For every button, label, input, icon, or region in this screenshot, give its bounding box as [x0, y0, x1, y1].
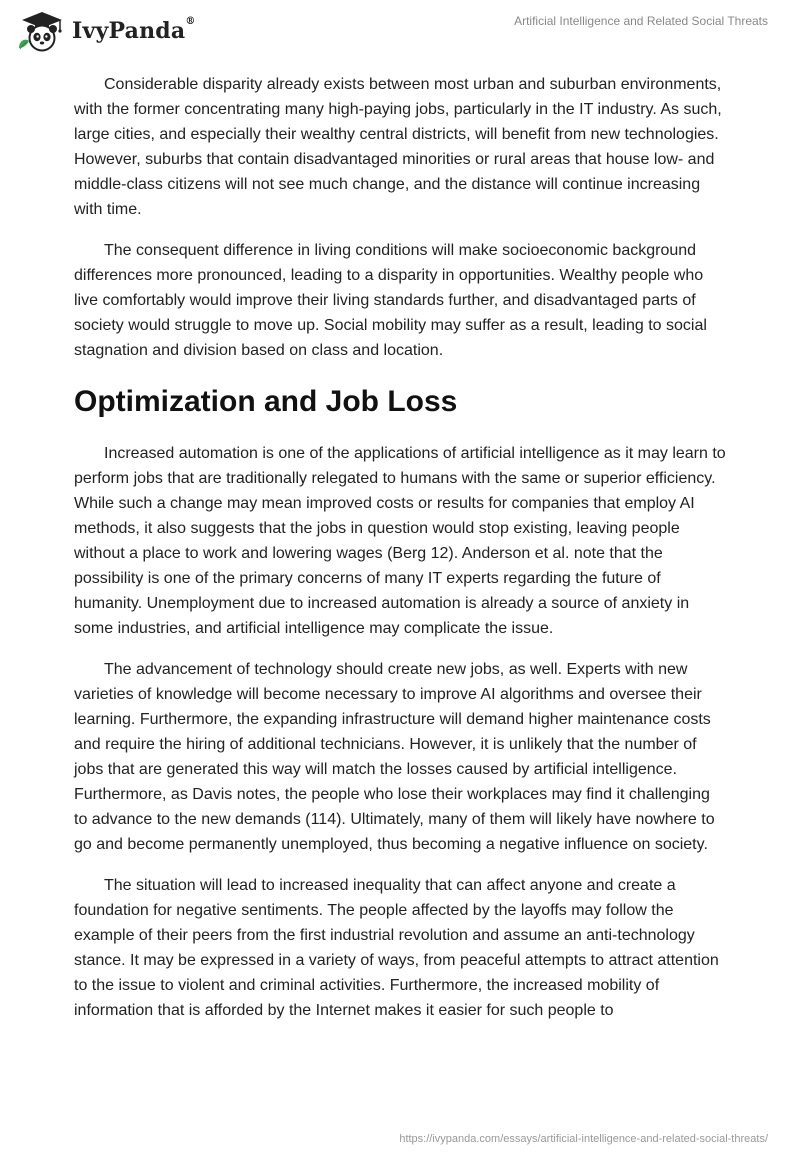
brand-name: IvyPanda®: [72, 16, 196, 44]
paragraph: Increased automation is one of the applications of artificial intelligence as it may learn to perform jobs that are traditionally relegated to humans with the same or superior efficiency. While such a change may mean improved costs or results for companies that employ AI methods, it also suggests that the jobs in question would stop existing, leaving people without a place to work and lowering wages (Berg 12). Anderson et al. note that the possibility is one of the primary concerns of many IT experts regarding the future of humanity. Unemployment due to increased automation is already a source of anxiety in some industries, and artificial intelligence may complicate the issue.: [74, 445, 726, 637]
brand-logo[interactable]: [16, 8, 196, 54]
document-title: Artificial Intelligence and Related Social Threats: [514, 14, 768, 28]
panda-graduation-cap-icon: [16, 8, 68, 54]
paragraph: The advancement of technology should create new jobs, as well. Experts with new varieties of knowledge will become necessary to improve AI algorithms and oversee their learning. Furthermore, the expanding infrastructure will demand higher maintenance costs and require the hiring of additional technicians. However, it is unlikely that the number of jobs that are generated this way will match the losses caused by artificial intelligence. Furthermore, as Davis notes, the people who lose their workplaces may find it challenging to advance to the new demands (114). Ultimately, many of them will likely have nowhere to go and become permanently unemployed, thus becoming a negative influence on society.: [74, 661, 715, 853]
page-header: [0, 0, 800, 60]
paragraph: The consequent difference in living conditions will make socioeconomic background differences more pronounced, leading to a disparity in opportunities. Wealthy people who live comfortably would improve their living standards further, and disadvantaged parts of society would struggle to move up. Social mobility may suffer as a result, leading to social stagnation and division based on class and location.: [74, 242, 707, 359]
section-heading: Optimization and Job Loss: [74, 385, 458, 418]
source-url[interactable]: https://ivypanda.com/essays/artificial-intelligence-and-related-social-threats/: [399, 1133, 768, 1145]
paragraph: Considerable disparity already exists between most urban and suburban environments, with the former concentrating many high-paying jobs, particularly in the IT industry. As such, large cities, and especially their wealthy central districts, will benefit from new technologies. However, suburbs that contain disadvantaged minorities or rural areas that house low- and middle-class citizens will not see much change, and the distance will continue increasing with time.: [74, 76, 722, 218]
paragraph: The situation will lead to increased inequality that can affect anyone and create a foundation for negative sentiments. The people affected by the layoffs may follow the example of their peers from the first industrial revolution and assume an anti-technology stance. It may be expressed in a variety of ways, from peaceful attempts to attract attention to the issue to violent and criminal activities. Furthermore, the increased mobility of information that is afforded by the Internet makes it easier for such people to: [74, 877, 719, 1019]
registered-mark: ®: [185, 16, 196, 27]
essay-body: [74, 72, 726, 1039]
